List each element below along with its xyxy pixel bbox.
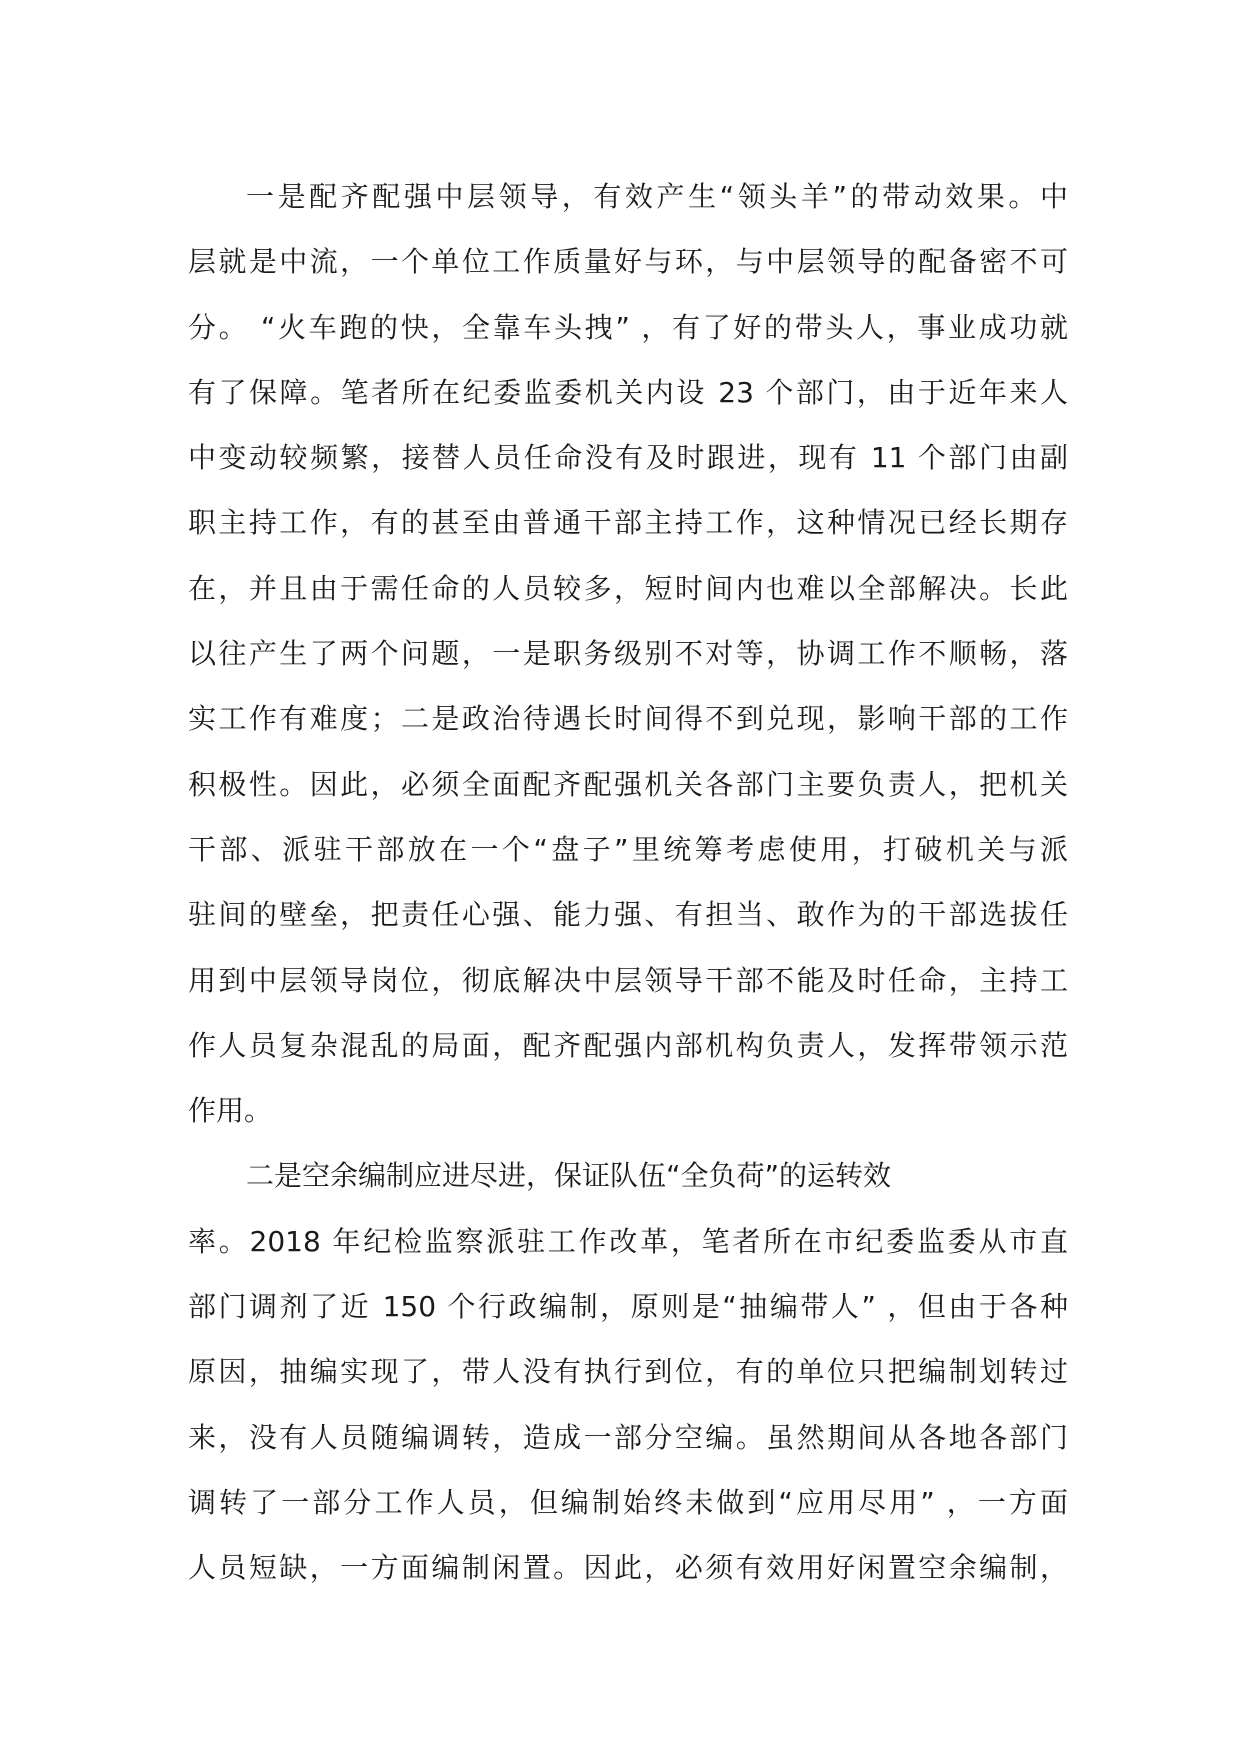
text-line: 有了保障。笔者所在纪委监委机关内设 23 个部门，由于近年来人 bbox=[188, 375, 1068, 409]
text-line: 在，并且由于需任命的人员较多，短时间内也难以全部解决。长此 bbox=[188, 571, 1068, 605]
text-line: 作人员复杂混乱的局面，配齐配强内部机构负责人，发挥带领示范 bbox=[188, 1028, 1068, 1062]
text-line: 作用。 bbox=[188, 1094, 273, 1128]
text-line: 分。 “火车跑的快，全靠车头拽” ，有了好的带头人，事业成功就 bbox=[188, 310, 1068, 344]
text-line: 率。2018 年纪检监察派驻工作改革，笔者所在市纪委监委从市直 bbox=[188, 1224, 1068, 1258]
text-line: 调转了一部分工作人员，但编制始终未做到“应用尽用” ，一方面 bbox=[188, 1485, 1068, 1519]
text-line: 来，没有人员随编调转，造成一部分空编。虽然期间从各地各部门 bbox=[188, 1420, 1068, 1454]
paragraph-1 bbox=[188, 164, 1068, 1143]
text-line: 中变动较频繁，接替人员任命没有及时跟进，现有 11 个部门由副 bbox=[188, 441, 1068, 475]
text-line: 原因，抽编实现了，带人没有执行到位，有的单位只把编制划转过 bbox=[188, 1355, 1068, 1389]
text-line: 积极性。因此，必须全面配齐配强机关各部门主要负责人，把机关 bbox=[188, 767, 1068, 801]
text-line: 一是配齐配强中层领导，有效产生“领头羊”的带动效果。中 bbox=[246, 180, 1068, 213]
text-line: 层就是中流，一个单位工作质量好与环，与中层领导的配备密不可 bbox=[188, 245, 1068, 279]
text-line: 职主持工作，有的甚至由普通干部主持工作，这种情况已经长期存 bbox=[188, 506, 1068, 540]
text-line: 实工作有难度；二是政治待遇长时间得不到兑现，影响干部的工作 bbox=[188, 702, 1068, 736]
text-line: 部门调剂了近 150 个行政编制，原则是“抽编带人” ，但由于各种 bbox=[188, 1290, 1068, 1324]
text-line: 人员短缺，一方面编制闲置。因此，必须有效用好闲置空余编制， bbox=[188, 1551, 1068, 1585]
body-text bbox=[188, 164, 1068, 1601]
text-line: 以往产生了两个问题，一是职务级别不对等，协调工作不顺畅，落 bbox=[188, 637, 1068, 671]
paragraph-2 bbox=[188, 1143, 1068, 1600]
text-line: 用到中层领导岗位，彻底解决中层领导干部不能及时任命，主持工 bbox=[188, 963, 1068, 997]
text-line: 干部、派驻干部放在一个“盘子”里统筹考虑使用，打破机关与派 bbox=[188, 832, 1068, 866]
text-line: 驻间的壁垒，把责任心强、能力强、有担当、敢作为的干部选拔任 bbox=[188, 898, 1068, 932]
text-line: 二是空余编制应进尽进，保证队伍“全负荷”的运转效 bbox=[246, 1159, 892, 1193]
